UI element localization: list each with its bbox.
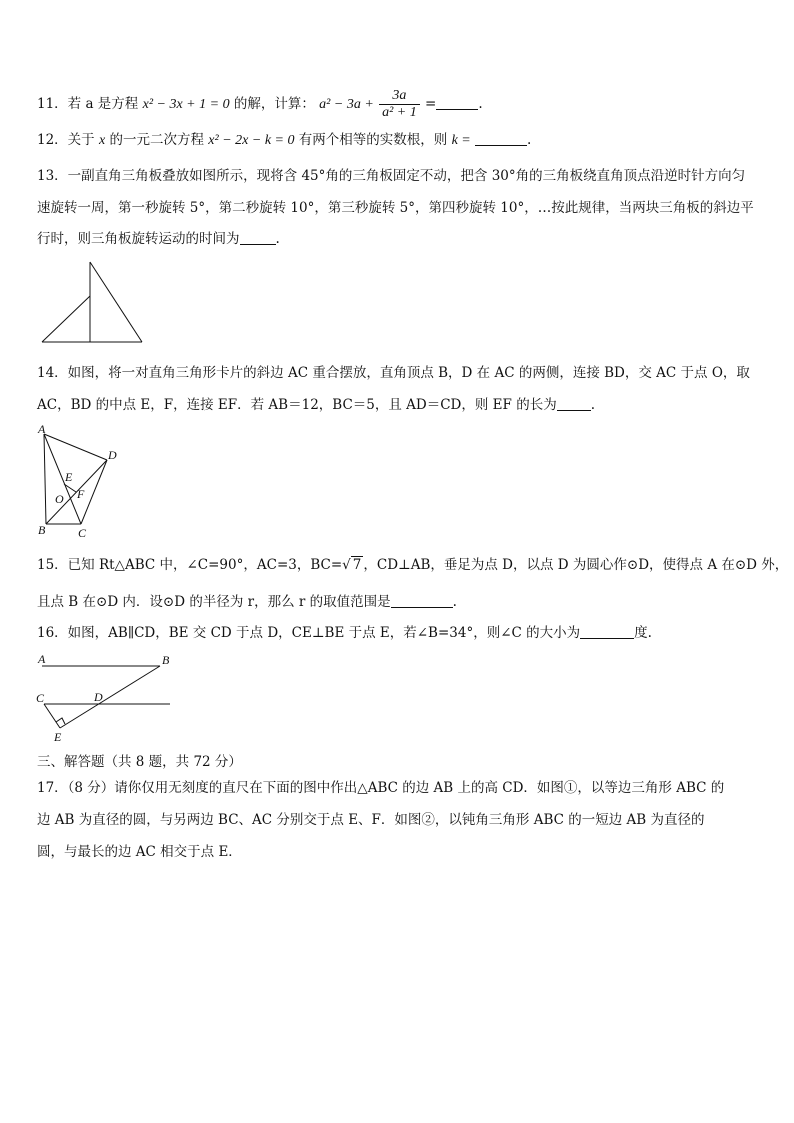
q15-line1 bbox=[37, 555, 788, 575]
q16-line bbox=[37, 623, 652, 643]
q14-line1: 14．如图，将一对直角三角形卡片的斜边 AC 重合摆放，直角顶点 B，D 在 AC 的两侧，连接 BD，交 AC 于点 O，取 bbox=[37, 365, 750, 381]
q13-30-hypotenuse bbox=[90, 262, 142, 342]
q11-fraction bbox=[379, 88, 420, 121]
q11-answer-blank[interactable] bbox=[436, 95, 478, 110]
q12-k-eq: k = bbox=[451, 133, 471, 148]
q13-line1: 13．一副直角三角板叠放如图所示，现将含 45°角的三角板固定不动，把含 30°角的三角板绕直角顶点沿逆时针方向匀 bbox=[37, 168, 746, 184]
q13-line3-text: 行时，则三角板旋转运动的时间为 bbox=[37, 231, 240, 247]
q11-expression: a² − 3a + bbox=[319, 97, 374, 112]
q14-label-o: O bbox=[55, 492, 64, 506]
q15-line1-b: ，CD⊥AB，垂足为点 D，以点 D 为圆心作⊙D，使得点 A 在⊙D 外， bbox=[363, 557, 789, 573]
q17-line1: 17．（8 分）请你仅用无刻度的直尺在下面的图中作出△ABC 的边 AB 上的高 CD．如图①，以等边三角形 ABC 的 bbox=[37, 780, 725, 796]
q12-prefix: 12．关于 bbox=[37, 132, 95, 148]
q16-text: 16．如图，AB∥CD，BE 交 CD 于点 D，CE⊥BE 于点 E，若∠B=34°，则∠C 的大小为 bbox=[37, 625, 581, 641]
q14-label-d: D bbox=[108, 448, 117, 462]
q11-prefix: 11．若 a 是方程 bbox=[37, 96, 139, 112]
q12-var: x bbox=[98, 133, 106, 148]
q14-label-e: E bbox=[65, 470, 73, 484]
q13-line2: 速旋转一周，第一秒旋转 5°，第二秒旋转 10°，第三秒旋转 5°，第四秒旋转 10°，…按此规律，当两块三角板的斜边平 bbox=[37, 200, 754, 216]
q12-equation: x² − 2x − k = 0 bbox=[208, 133, 295, 148]
q12-mid: 的一元二次方程 bbox=[109, 132, 204, 148]
q11-equation: x² − 3x + 1 = 0 bbox=[142, 97, 230, 112]
q17-line2: 边 AB 为直径的圆，与另两边 BC、AC 分别交于点 E、F．如图②，以钝角三角形 ABC 的一短边 AB 为直径的 bbox=[37, 812, 705, 828]
q13-line3 bbox=[37, 229, 280, 249]
q16-answer-blank[interactable] bbox=[580, 624, 634, 639]
q12-end: . bbox=[527, 132, 532, 148]
q14-label-f: F bbox=[77, 487, 85, 501]
q15-answer-blank[interactable] bbox=[391, 593, 453, 608]
q12-answer-blank[interactable] bbox=[475, 131, 527, 146]
section3-title: 三、解答题（共 8 题，共 72 分） bbox=[37, 754, 242, 770]
q16-line-ce bbox=[44, 704, 60, 728]
q11-mid: 的解，计算： bbox=[233, 96, 315, 112]
q11-line bbox=[37, 88, 483, 121]
q16-label-b: B bbox=[162, 653, 170, 667]
q13-45-hypotenuse bbox=[42, 296, 90, 342]
q14-label-c: C bbox=[78, 526, 87, 540]
q16-label-c: C bbox=[36, 691, 45, 705]
q14-label-b: B bbox=[38, 523, 46, 537]
q15-line2 bbox=[37, 592, 457, 612]
q15-line1-a: 15．已知 Rt△ABC 中，∠C=90°，AC=3，BC= bbox=[37, 557, 343, 573]
q16-label-e: E bbox=[54, 730, 62, 744]
q16-label-a: A bbox=[38, 652, 46, 666]
q12-mid2: 有两个相等的实数根，则 bbox=[298, 132, 448, 148]
q13-end: . bbox=[275, 231, 280, 247]
q14-line2-text: AC，BD 的中点 E，F，连接 EF．若 AB＝12，BC＝5，且 AD＝CD，则 EF 的长为 bbox=[37, 397, 557, 413]
q11-frac-numerator: 3a bbox=[379, 88, 420, 105]
q15-sqrt: √ 7 bbox=[342, 557, 362, 573]
q14-end: . bbox=[590, 397, 595, 413]
q16-line-be bbox=[60, 666, 160, 728]
q16-figure bbox=[34, 650, 176, 746]
q11-eq-sign: = bbox=[425, 96, 437, 112]
q14-figure bbox=[34, 422, 124, 540]
q14-line-dc bbox=[81, 460, 107, 524]
q15-end: . bbox=[452, 594, 457, 610]
q14-line2 bbox=[37, 395, 595, 415]
q16-right-angle-mark bbox=[56, 718, 65, 724]
q17-line3: 圆，与最长的边 AC 相交于点 E． bbox=[37, 844, 242, 860]
q15-sqrt-value: 7 bbox=[352, 557, 362, 573]
q14-label-a: A bbox=[38, 422, 46, 436]
q13-answer-blank[interactable] bbox=[240, 230, 276, 245]
q13-figure bbox=[38, 256, 146, 346]
q15-line2-text: 且点 B 在⊙D 内．设⊙D 的半径为 r，那么 r 的取值范围是 bbox=[37, 594, 391, 610]
q11-frac-denominator: a² + 1 bbox=[382, 105, 417, 120]
q16-end: 度. bbox=[634, 625, 652, 641]
q14-line-ab bbox=[44, 434, 46, 524]
q14-answer-blank[interactable] bbox=[557, 396, 591, 411]
q16-label-d: D bbox=[94, 690, 103, 704]
q12-line bbox=[37, 130, 531, 151]
q11-end: . bbox=[478, 96, 483, 112]
